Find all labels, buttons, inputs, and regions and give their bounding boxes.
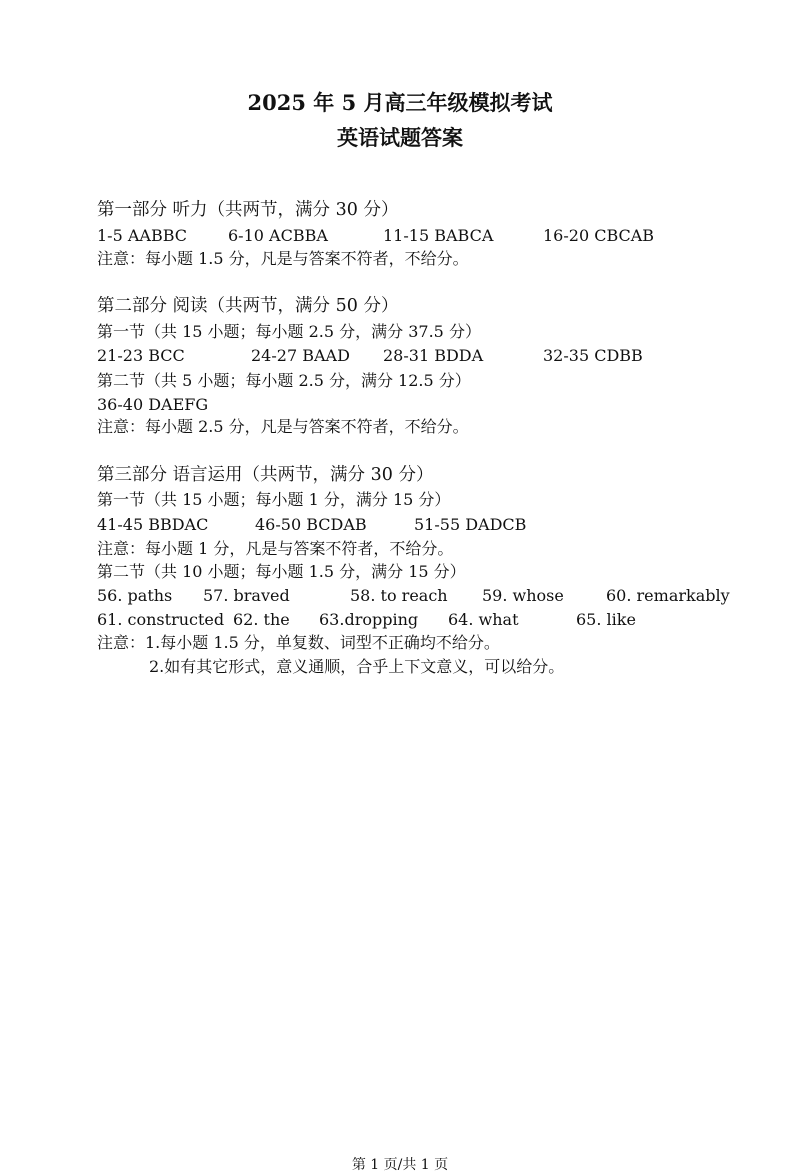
part3-answer-58: 58. to reach (350, 586, 448, 605)
part1-heading: 第一部分 听力（共两节，满分 30 分） (97, 200, 399, 220)
part3-answer-60: 60. remarkably (606, 586, 730, 605)
part2-section1: 第一节（共 15 小题；每小题 2.5 分，满分 37.5 分） (97, 322, 481, 341)
part1-answer-1: 1-5 AABBC (97, 226, 188, 245)
part3-answer-62: 62. the (233, 610, 290, 629)
part3-heading: 第三部分 语言运用（共两节，满分 30 分） (97, 465, 434, 485)
part3-note2-line1: 注意：1.每小题 1.5 分，单复数、词型不正确均不给分。 (97, 633, 500, 652)
part2-answer-5: 36-40 DAEFG (97, 395, 209, 414)
part3-answer-64: 64. what (448, 610, 519, 629)
part3-note2-line2: 2.如有其它形式，意义通顺，合乎上下文意义，可以给分。 (149, 657, 565, 676)
document-title: 2025 年 5 月高三年级模拟考试 (247, 90, 553, 115)
part2-heading: 第二部分 阅读（共两节，满分 50 分） (97, 296, 399, 316)
part2-answer-1: 21-23 BCC (97, 346, 185, 365)
part2-answer-4: 32-35 CDBB (543, 346, 643, 365)
part3-answer-57: 57. braved (203, 586, 290, 605)
part3-answer-63: 63.dropping (319, 610, 419, 629)
part1-answer-4: 16-20 CBCAB (543, 226, 655, 245)
part3-section1: 第一节（共 15 小题；每小题 1 分，满分 15 分） (97, 490, 451, 509)
part1-answer-2: 6-10 ACBBA (228, 226, 328, 245)
part2-answer-2: 24-27 BAAD (251, 346, 350, 365)
part2-section2: 第二节（共 5 小题；每小题 2.5 分，满分 12.5 分） (97, 371, 471, 390)
part3-answer-65: 65. like (576, 610, 636, 629)
part3-note1: 注意：每小题 1 分，凡是与答案不符者，不给分。 (97, 539, 454, 558)
part3-answer-59: 59. whose (482, 586, 564, 605)
part3-answer-56: 56. paths (97, 586, 173, 605)
part1-answer-3: 11-15 BABCA (383, 226, 494, 245)
document-subtitle: 英语试题答案 (337, 125, 463, 150)
part3-answer-3: 51-55 DADCB (414, 515, 527, 534)
part3-answer-2: 46-50 BCDAB (255, 515, 367, 534)
part2-answer-3: 28-31 BDDA (383, 346, 484, 365)
page-footer: 第 1 页/共 1 页 (351, 1157, 449, 1173)
part3-answer-61: 61. constructed (97, 610, 225, 629)
part1-note: 注意：每小题 1.5 分，凡是与答案不符者，不给分。 (97, 249, 469, 268)
part2-note: 注意：每小题 2.5 分，凡是与答案不符者，不给分。 (97, 417, 469, 436)
part3-section2: 第二节（共 10 小题；每小题 1.5 分，满分 15 分） (97, 562, 466, 581)
part3-answer-1: 41-45 BBDAC (97, 515, 209, 534)
